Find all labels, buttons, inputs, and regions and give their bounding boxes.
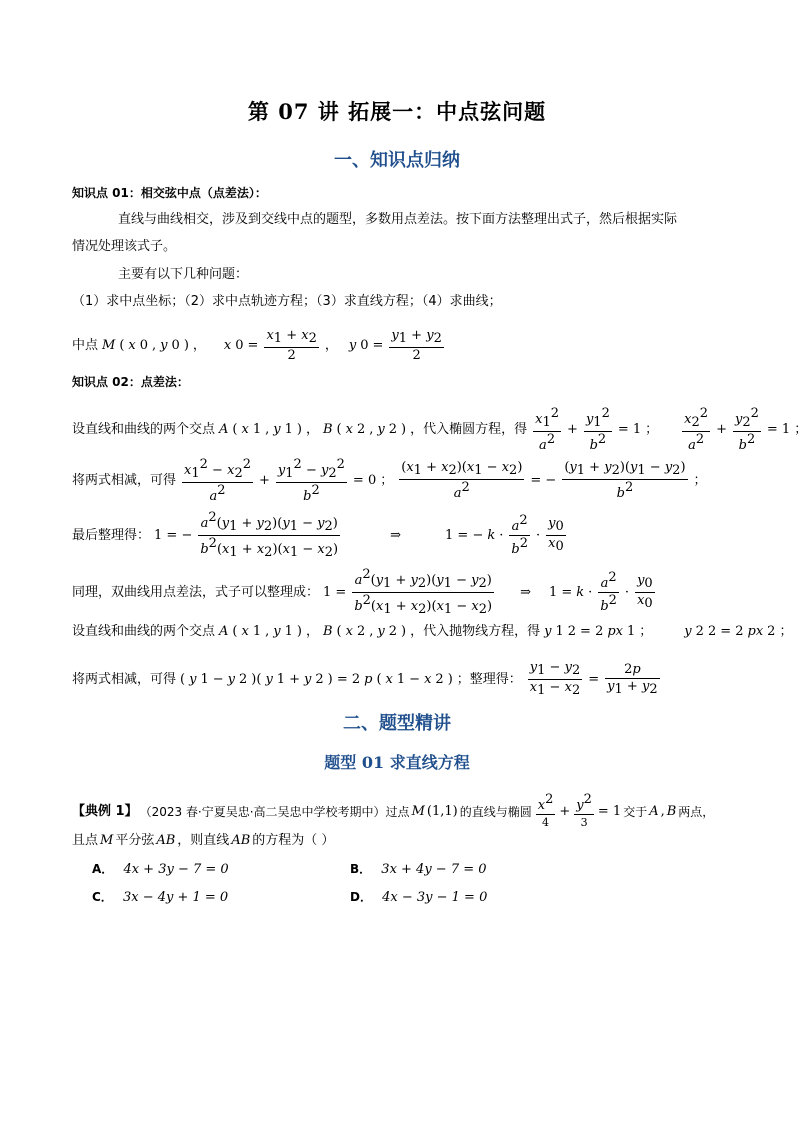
example-1-source: （2023 春·宁夏吴忠·高二吴忠中学校考期中）过点 — [139, 804, 410, 819]
choice-b-value: 3x + 4y − 7 = 0 — [381, 862, 487, 877]
kp1-heading: 知识点 01：相交弦中点（点差法）： — [72, 186, 267, 200]
kp2-line-2-text: 将两式相减，可得 — [72, 473, 177, 488]
kp2-heading: 知识点 02：点差法： — [72, 375, 189, 389]
example-1-line-2a: 且点 — [72, 833, 99, 848]
kp1-paragraph-1b: 情况处理该式子。 — [72, 239, 177, 254]
example-1-line-2c: ，则直线 — [177, 833, 230, 848]
example-1-line-2d: 的方程为（ ） — [252, 833, 335, 848]
kp2-line-5-text: 设直线和曲线的两个交点 — [72, 624, 216, 639]
kp2-line-6: 将两式相减，可得 ( y 1 − y 2 )( y 1 + y 2 ) = 2 p ( x 1 − x 2 ) ；整理得： $\frac{y_1 - y_2}{x_1 - x_2}$ = $\frac{2p}{y_1 + y_2}$ — [72, 660, 658, 698]
kp2-line-1: 设直线和曲线的两个交点 A ( x 1 , y 1 ) ， B ( x 2 , y 2 ) ，代入椭圆方程，得 $\frac{x_1^2}{a^2}$ + $\frac{y_1^2}{b^2}$ = 1 ； $\frac{x_2^2}{a^2}$ + $\frac{y_2^2}{b^2}$ = 1 ； — [72, 406, 807, 453]
kp2-line-5: 设直线和曲线的两个交点 A ( x 1 , y 1 ) ， B ( x 2 , y 2 ) ，代入抛物线方程，得 y 1 2 = 2 px 1 ； y 2 2 = 2 px 2 ； — [72, 624, 793, 639]
choice-d-value: 4x − 3y − 1 = 0 — [382, 890, 488, 905]
choice-b-label: B． — [350, 862, 372, 876]
kp2-line-5-mid: ，代入抛物线方程，得 — [410, 624, 541, 639]
choice-d[interactable] — [350, 888, 487, 907]
kp1-paragraph-2: 主要有以下几种问题： — [118, 267, 249, 282]
kp1-midpoint-formula: 中点 M ( x 0 , y 0 ) ， x 0 = $\frac{x_1 + x_2}{2}$ ， y 0 = $\frac{y_1 + y_2}{2}$ — [72, 328, 442, 363]
kp2-line-6-mid: ；整理得： — [456, 671, 522, 687]
choice-c-label: C． — [92, 890, 113, 904]
kp2-line-6-text: 将两式相减，可得 — [72, 671, 177, 687]
choice-d-label: D． — [350, 890, 372, 904]
choice-c[interactable] — [92, 888, 228, 907]
kp2-line-3: 最后整理得： 1 = − $\frac{a^2(y_1 + y_2)(y_1 - y_2)}{b^2(x_1 + x_2)(x_1 - x_2)}$ ⇒ 1 = − k · $\frac{a^2}{b^2}$ · $\frac{y_0}{x_0}$ — [72, 510, 564, 560]
choice-a-label: A． — [92, 862, 114, 876]
example-1-text-a: 的直线与椭圆 — [459, 804, 532, 819]
example-1-text-c: 两点， — [678, 804, 715, 819]
kp1-paragraph-1: 直线与曲线相交，涉及到交线中点的题型，多数用点差法。按下面方法整理出式子，然后根据实际 — [118, 212, 678, 227]
kp2-line-4-text: 同理，双曲线用点差法，式子可以整理成： — [72, 584, 320, 600]
choice-c-value: 3x − 4y + 1 = 0 — [122, 890, 229, 905]
kp2-line-4: 同理，双曲线用点差法，式子可以整理成： 1 = $\frac{a^2(y_1 + y_2)(y_1 - y_2)}{b^2(x_1 + x_2)(x_1 - x_2)}$ ⇒ 1 = k · $\frac{a^2}{b^2}$ · $\frac{y_0}{x_0}$ — [72, 567, 653, 617]
choice-a-value: 4x + 3y − 7 = 0 — [123, 862, 229, 877]
example-1-text-b: 交于 — [623, 804, 648, 819]
section-heading-2: 二、题型精讲 — [343, 713, 451, 734]
kp1-question-list: （1）求中点坐标；（2）求中点轨迹方程；（3）求直线方程；（4）求曲线； — [72, 294, 502, 309]
example-1-line-2: 且点 M 平分弦 AB ，则直线 AB 的方程为（ ） — [72, 833, 335, 848]
choice-b[interactable] — [350, 860, 487, 879]
kp2-line-1-text: 设直线和曲线的两个交点 — [72, 422, 216, 437]
subsection-heading-1: 题型 01 求直线方程 — [324, 753, 470, 772]
example-1-line-2b: 平分弦 — [115, 833, 155, 848]
example-1-label: 【典例 1】 — [72, 803, 138, 819]
kp2-line-2: 将两式相减，可得 $\frac{x_1^2 - x_2^2}{a^2}$ + $\frac{y_1^2 - y_2^2}{b^2}$ = 0 ； $\frac{(x_1 + x_2)(x_1 - x_2)}{a^2}$ = − $\frac{(y_1 + y_2)(y_1 - y_2)}{b^2}$ ； — [72, 457, 707, 504]
example-1-line-1: 【典例 1】 （2023 春·宁夏吴忠·高二吴忠中学校考期中）过点 M (1,1) 的直线与椭圆 $\frac{x^2}{4}$ + $\frac{y^2}{3}$ = 1 交于 A , B 两点， — [72, 792, 715, 829]
page-title: 第 07 讲 拓展一：中点弦问题 — [247, 99, 547, 124]
section-heading-1: 一、知识点归纳 — [334, 150, 460, 171]
kp2-line-3-text: 最后整理得： — [72, 527, 151, 543]
choice-a[interactable] — [92, 860, 229, 879]
midpoint-prefix: 中点 — [72, 338, 99, 353]
kp2-line-1-mid: ，代入椭圆方程，得 — [410, 422, 528, 437]
